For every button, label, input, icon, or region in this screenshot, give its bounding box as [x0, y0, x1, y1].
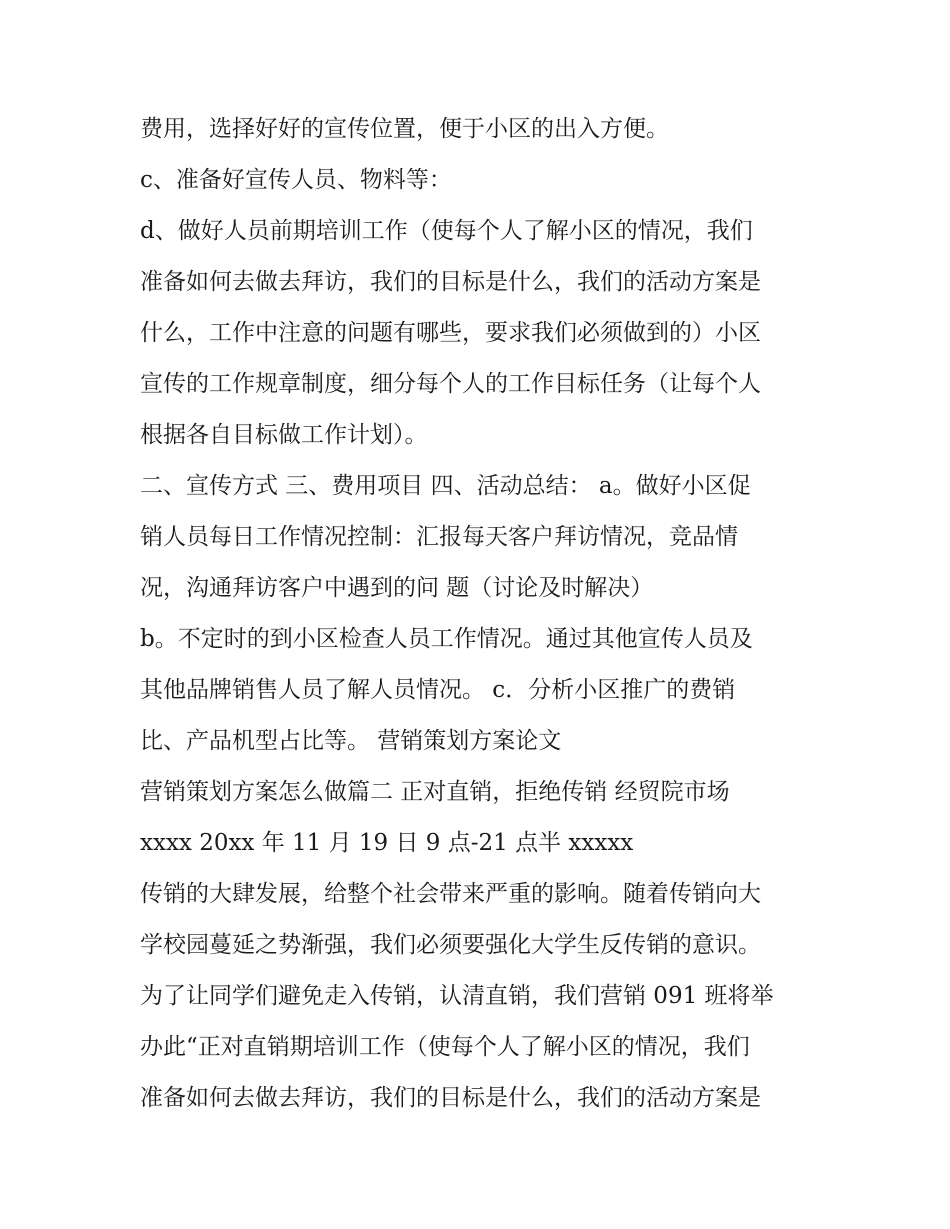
text-line: 费用，选择好好的宣传位置，便于小区的出入方便。	[140, 116, 669, 142]
text-line: c、准备好宣传人员、物料等：	[140, 167, 452, 193]
text-line: 比、产品机型占比等。 营销策划方案论文	[140, 728, 562, 754]
text-line: xxxx 20xx 年 11 月 19 日 9 点-21 点半 xxxxx	[140, 830, 634, 856]
text-line: 准备如何去做去拜访，我们的目标是什么，我们的活动方案是	[140, 1085, 761, 1111]
text-line: 况，沟通拜访客户中遇到的问 题（讨论及时解决）	[140, 575, 654, 601]
text-line: 准备如何去做去拜访，我们的目标是什么，我们的活动方案是	[140, 269, 761, 295]
text-line: 什么，工作中注意的问题有哪些，要求我们必须做到的）小区	[140, 320, 761, 346]
text-line: 传销的大肆发展，给整个社会带来严重的影响。随着传销向大	[140, 881, 761, 907]
document-body	[140, 107, 830, 1127]
text-line: 其他品牌销售人员了解人员情况。 c．分析小区推广的费销	[140, 677, 736, 703]
text-line: 办此“正对直销期培训工作（使每个人了解小区的情况，我们	[140, 1034, 750, 1060]
text-line: b。不定时的到小区检查人员工作情况。通过其他宣传人员及	[140, 626, 753, 652]
text-line: 宣传的工作规章制度，细分每个人的工作目标任务（让每个人	[140, 371, 761, 397]
text-line: 根据各自目标做工作计划）。	[140, 422, 428, 448]
text-line: 销人员每日工作情况控制：汇报每天客户拜访情况，竞品情	[140, 524, 738, 550]
text-line: d、做好人员前期培训工作（使每个人了解小区的情况，我们	[140, 218, 753, 244]
text-line: 为了让同学们避免走入传销，认清直销，我们营销 091 班将举	[140, 983, 774, 1009]
text-line: 学校园蔓延之势渐强，我们必须要强化大学生反传销的意识。	[140, 932, 761, 958]
text-line: 营销策划方案怎么做篇二 正对直销，拒绝传销 经贸院市场	[140, 779, 730, 805]
text-line: 二、宣传方式 三、费用项目 四、活动总结： a。做好小区促	[140, 473, 751, 499]
